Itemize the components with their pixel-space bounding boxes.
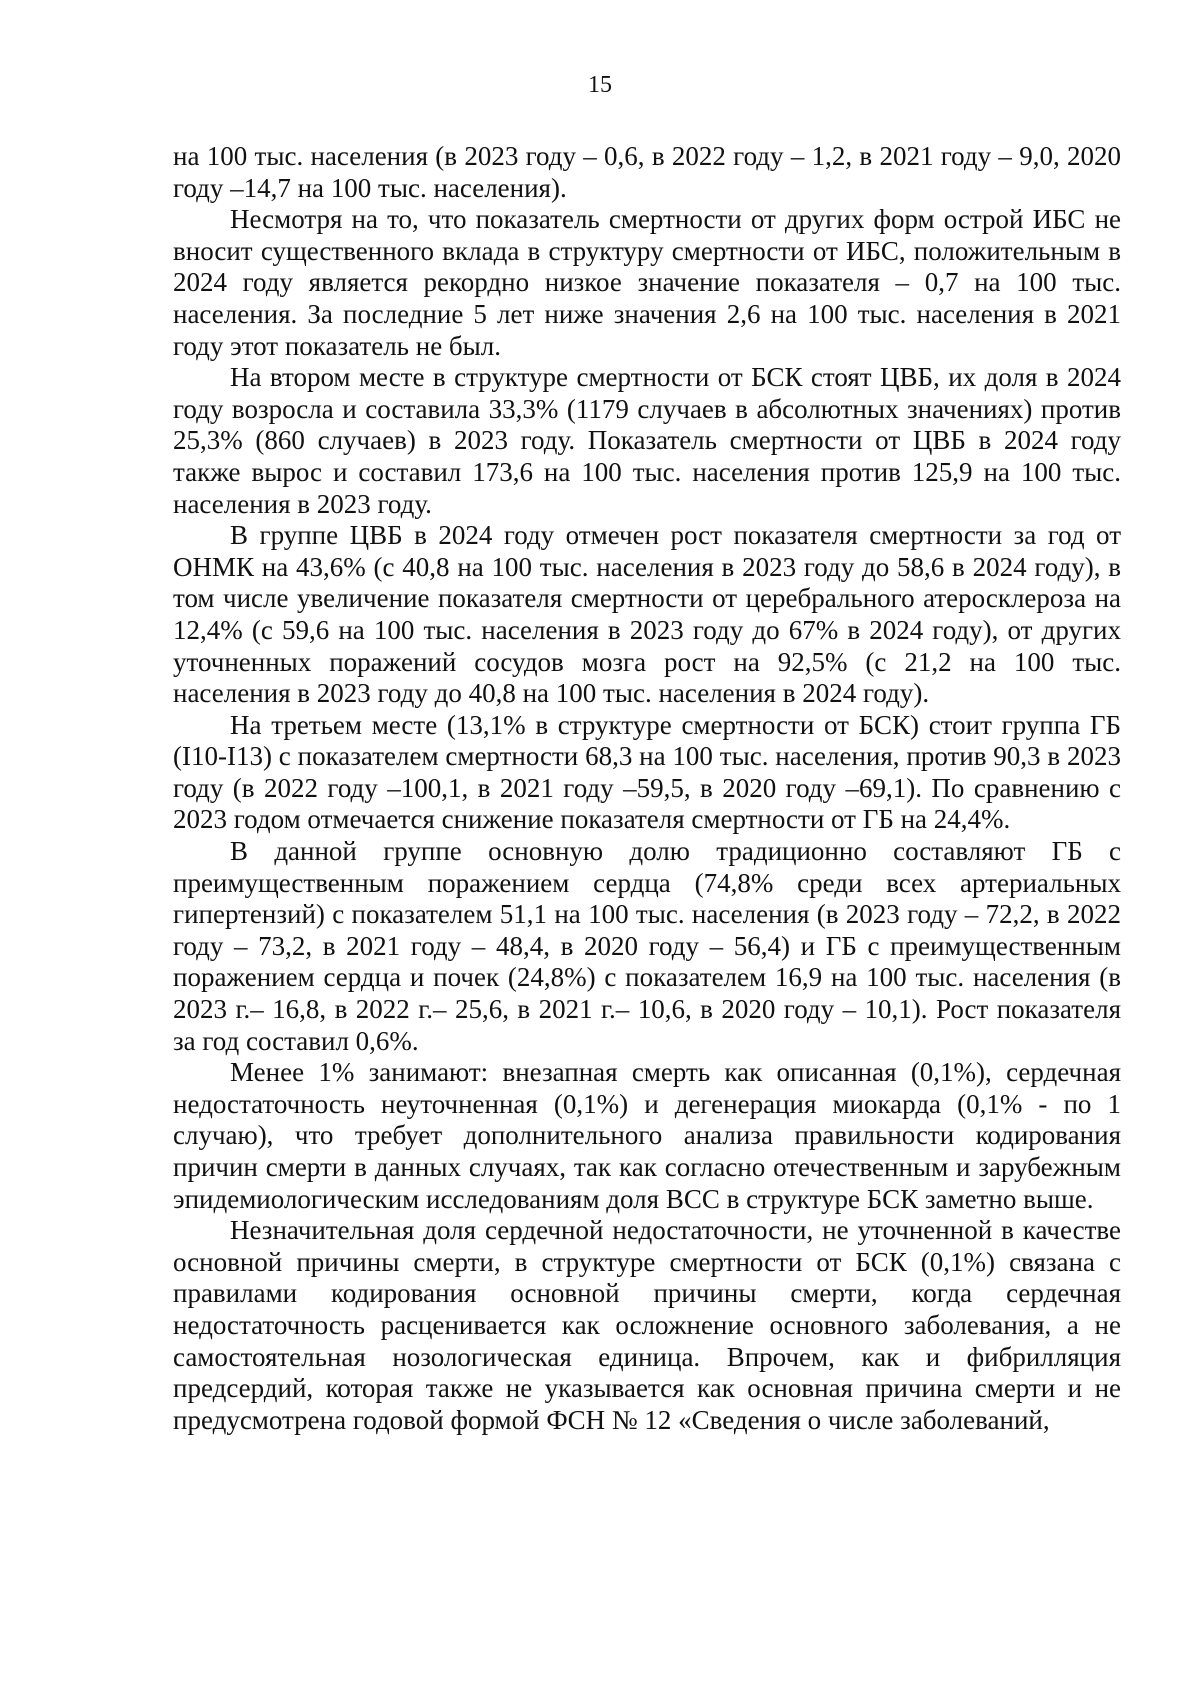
- page-number: 15: [588, 72, 612, 98]
- paragraph-other-ibs-forms: Несмотря на то, что показатель смертности от других форм острой ИБС не вносит существенного вклада в структуру смертности от ИБС, положительным в 2024 году является рекордно низкое значение показателя – 0,7 на 100 тыс. населения. За последние 5 лет ниже значения 2,6 на 100 тыс. населения в 2021 году этот показатель не был.: [173, 204, 1121, 361]
- paragraph-heart-failure-coding: Незначительная доля сердечной недостаточности, не уточненной в качестве основной причины смерти, в структуре смертности от БСК (0,1%) связана с правилами кодирования основной причины смерти, когда сердечная недостаточность расценивается как осложнение основного заболевания, а не самостоятельная нозологическая единица. Впрочем, как и фибрилляция предсердий, которая также не указывается как основная причина смерти и не предусмотрена годовой формой ФСН № 12 «Сведения о числе заболеваний,: [173, 1215, 1121, 1435]
- paragraph-less-than-one-percent: Менее 1% занимают: внезапная смерть как описанная (0,1%), сердечная недостаточность неуточненная (0,1%) и дегенерация миокарда (0,1% - по 1 случаю), что требует дополнительного анализа правильности кодирования причин смерти в данных случаях, так как согласно отечественным и зарубежным эпидемиологическим исследованиям доля ВСС в структуре БСК заметно выше.: [173, 1057, 1121, 1214]
- paragraph-continuation: на 100 тыс. населения (в 2023 году – 0,6, в 2022 году – 1,2, в 2021 году – 9,0, 2020 году –14,7 на 100 тыс. населения).: [173, 141, 1121, 203]
- paragraph-hypertension-third-place: На третьем месте (13,1% в структуре смертности от БСК) стоит группа ГБ (I10-I13) с показателем смертности 68,3 на 100 тыс. населения, против 90,3 в 2023 году (в 2022 году –100,1, в 2021 году –59,5, в 2020 году –69,1). По сравнению с 2023 годом отмечается снижение показателя смертности от ГБ на 24,4%.: [173, 709, 1121, 835]
- paragraph-cvd-second-place: На втором месте в структуре смертности от БСК стоят ЦВБ, их доля в 2024 году возросла и составила 33,3% (1179 случаев в абсолютных значениях) против 25,3% (860 случаев) в 2023 году. Показатель смертности от ЦВБ в 2024 году также вырос и составил 173,6 на 100 тыс. населения против 125,9 на 100 тыс. населения в 2023 году.: [173, 362, 1121, 519]
- document-body: [173, 141, 1121, 1436]
- paragraph-cvd-group-growth: В группе ЦВБ в 2024 году отмечен рост показателя смертности за год от ОНМК на 43,6% (с 40,8 на 100 тыс. населения в 2023 году до 58,6 в 2024 году), в том числе увеличение показателя смертности от церебрального атеросклероза на 12,4% (с 59,6 на 100 тыс. населения в 2023 году до 67% в 2024 году), от других уточненных поражений сосудов мозга рост на 92,5% (с 21,2 на 100 тыс. населения в 2023 году до 40,8 на 100 тыс. населения в 2024 году).: [173, 520, 1121, 709]
- paragraph-hypertension-structure: В данной группе основную долю традиционно составляют ГБ с преимущественным поражением сердца (74,8% среди всех артериальных гипертензий) с показателем 51,1 на 100 тыс. населения (в 2023 году – 72,2, в 2022 году – 73,2, в 2021 году – 48,4, в 2020 году – 56,4) и ГБ с преимущественным поражением сердца и почек (24,8%) с показателем 16,9 на 100 тыс. населения (в 2023 г.– 16,8, в 2022 г.– 25,6, в 2021 г.– 10,6, в 2020 году – 10,1). Рост показателя за год составил 0,6%.: [173, 836, 1121, 1056]
